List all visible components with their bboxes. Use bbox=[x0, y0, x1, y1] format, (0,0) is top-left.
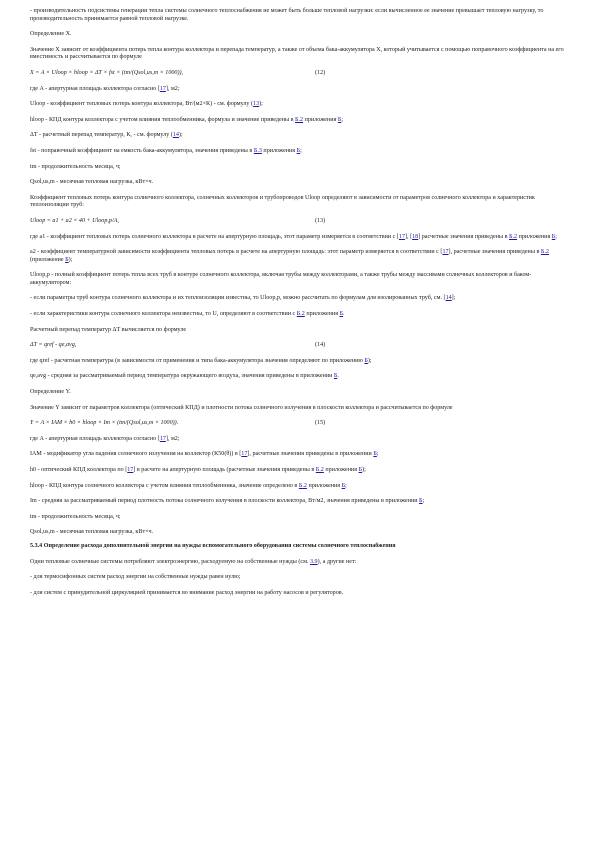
text: ], [ bbox=[405, 233, 413, 240]
paragraph-def-qe-avg bbox=[30, 373, 565, 381]
text: ); bbox=[259, 101, 263, 108]
paragraph-def-Qsol-2: Qsol,us,m - месячная тепловая нагрузка, кВт×ч. bbox=[30, 529, 154, 536]
text: ΔT - расчетный перепад температур, К, - см. формулу ( bbox=[30, 132, 173, 139]
text: приложения bbox=[261, 147, 297, 154]
paragraph-pipes-known bbox=[30, 295, 565, 303]
text: . bbox=[343, 311, 345, 318]
text: ; bbox=[376, 451, 379, 458]
text: приложения bbox=[303, 116, 338, 123]
text: где qref - расчетная температура (в зависимости от применения и типа бака-аккумулятора значения определяют по приложению bbox=[30, 357, 365, 364]
ref-link-3-9[interactable]: 3.9 bbox=[309, 558, 318, 565]
ref-link-17[interactable]: 17 bbox=[442, 249, 449, 256]
paragraph-def-a1 bbox=[30, 234, 565, 242]
formula-14-expression: ΔT = qref - qe,avg, bbox=[30, 342, 77, 349]
paragraph-def-h0 bbox=[30, 467, 565, 475]
text: ); bbox=[362, 467, 366, 473]
text: ]; bbox=[451, 295, 456, 302]
text: приложения bbox=[304, 311, 340, 318]
formula-link-14[interactable]: 14 bbox=[172, 132, 179, 139]
ref-link-b2[interactable]: Б.2 bbox=[296, 311, 305, 318]
paragraph-def-Qsol: Qsol,us,m - месячная тепловая нагрузка, кВт×ч. bbox=[30, 179, 154, 186]
ref-link-appendix-b[interactable]: Б bbox=[337, 116, 342, 123]
text: h0 - оптический КПД коллектора по [ bbox=[30, 467, 128, 473]
ref-link-b2[interactable]: Б.2 bbox=[298, 482, 307, 489]
paragraph-thermosiphon: - для термосифонных систем расход энергии на собственные нужды равен нулю; bbox=[30, 574, 241, 581]
formula-12-expression: X = A × Uloop × hloop × ΔT × fst × (tm/(Qsol,us,m × 1000)), bbox=[30, 69, 184, 76]
text: (приложение bbox=[30, 256, 66, 263]
ref-link-17[interactable]: 17 bbox=[159, 85, 166, 92]
text: ], м2; bbox=[165, 435, 180, 442]
formula-15 bbox=[30, 420, 565, 428]
paragraph-x-description: Значение X зависит от коэффициента потерь тепла контура коллектора и перепада температур, а также от объема бака-аккумулятора X, который учитывается с помощью поправочного коэффициента на его вместимость и рассчитывается по формуле bbox=[30, 46, 564, 61]
paragraph-y-definition-title: Определение Y. bbox=[30, 389, 71, 396]
formula-13-number: (13) bbox=[315, 217, 326, 224]
text: приложения bbox=[517, 233, 552, 240]
text: ], расчетные значения приведены в bbox=[448, 249, 541, 256]
formula-14-number: (14) bbox=[315, 342, 326, 349]
ref-link-b3[interactable]: Б.3 bbox=[253, 147, 262, 154]
ref-link-b2[interactable]: Б.2 bbox=[508, 233, 518, 240]
paragraph-def-hloop bbox=[30, 117, 565, 125]
paragraph-def-deltaT bbox=[30, 132, 565, 140]
text: ); bbox=[178, 132, 183, 139]
text: hloop - КПД контура коллектора с учетом влияния теплообменника, формула и значение приведены в bbox=[30, 116, 296, 123]
text: . bbox=[337, 373, 339, 380]
text: hloop - КПД контура солнечного коллектора с учетом влияния теплообменника, значение определено в bbox=[30, 482, 299, 489]
paragraph-def-qref bbox=[30, 358, 565, 366]
paragraph-def-Uloop bbox=[30, 101, 565, 109]
paragraph-y-description: Значение Y зависит от параметров коллектора (оптический КПД) и плотности потока солнечного излучения в плоскости коллектора и рассчитывается по формуле bbox=[30, 404, 453, 411]
ref-link-17[interactable]: 17 bbox=[127, 467, 134, 473]
text: ; bbox=[300, 147, 302, 154]
paragraph-def-fst bbox=[30, 148, 565, 156]
paragraph-capacity-limit: - производительность подсистемы генерации тепла системы солнечного теплоснабжения не может быть больше тепловой нагрузки: если вычисленное ее значение превышает тепловую нагрузку, то производительность принимается равной тепловой нагрузке. bbox=[30, 8, 544, 22]
ref-link-b2[interactable]: Б.2 bbox=[315, 467, 324, 473]
text: ); bbox=[68, 256, 73, 263]
ref-link-appendix-b[interactable]: Б bbox=[419, 498, 423, 505]
text: ; bbox=[422, 498, 425, 505]
text: ; bbox=[555, 233, 557, 240]
formula-12-number: (12) bbox=[315, 69, 326, 76]
paragraph-def-Im bbox=[30, 498, 565, 506]
ref-link-appendix-b[interactable]: Б bbox=[333, 373, 338, 380]
ref-link-18[interactable]: 18 bbox=[412, 233, 419, 240]
text: ); bbox=[367, 357, 372, 364]
formula-13-expression: Uloop = a1 + a2 × 40 + Uloop,p/A, bbox=[30, 217, 119, 224]
formula-14 bbox=[30, 342, 565, 350]
text: fst - поправочный коэффициент на емкость бака-аккумулятора, значения приведены в bbox=[30, 147, 254, 154]
formula-13 bbox=[30, 218, 565, 226]
paragraph-forced-circulation: - для систем с принудительной циркуляцией принимается во внимание расход энергии на работу насосов и регуляторов. bbox=[30, 589, 344, 596]
formula-link-13[interactable]: 13 bbox=[253, 101, 260, 108]
text: Im - средняя за рассматриваемый период плотность потока солнечного излучения в плоскости коллектора, Вт/м2, значения приведены в приложении bbox=[30, 498, 420, 505]
ref-link-14[interactable]: 14 bbox=[445, 295, 452, 302]
text: Uloop - коэффициент тепловых потерь контура коллектора, Вт/(м2×К) - см. формулу ( bbox=[30, 101, 254, 108]
formula-12 bbox=[30, 70, 565, 78]
text: ; bbox=[345, 482, 347, 489]
text: Одни тепловые солнечные системы потребляют электроэнергию, расходуемую на собственные нужды (см. bbox=[30, 558, 310, 565]
text: - если характеристики контура солнечного коллектора неизвестны, то U, определяют в соответствии с bbox=[30, 311, 297, 318]
ref-link-appendix-b[interactable]: Б bbox=[341, 482, 346, 489]
text: где a1 - коэффициент тепловых потерь солнечного коллектора в расчете на апертурную площадь, этот параметр измеряется в соответствии с [ bbox=[30, 233, 399, 240]
text: ], м2; bbox=[165, 85, 180, 92]
text: ] в расчете на апертурную площадь (расчетные значения приведены в bbox=[133, 467, 316, 473]
text: ; bbox=[341, 116, 344, 123]
paragraph-def-tm-2: tm - продолжительность месяца, ч; bbox=[30, 513, 121, 520]
ref-link-17[interactable]: 17 bbox=[398, 233, 405, 240]
ref-link-appendix-b[interactable]: Б bbox=[551, 233, 556, 240]
paragraph-aux-energy-intro bbox=[30, 559, 565, 567]
text: - если параметры труб контура солнечного коллектора и их теплоизоляции известны, то Uloop,p, можно рассчитать по формулам для изолированных труб, см. [ bbox=[30, 295, 446, 302]
ref-link-b2[interactable]: Б.2 bbox=[295, 116, 304, 123]
text: где A - апертурная площадь коллектора согласно [ bbox=[30, 435, 160, 442]
ref-link-appendix-b[interactable]: Б bbox=[364, 357, 368, 364]
paragraph-def-a2 bbox=[30, 249, 565, 264]
ref-link-b2[interactable]: Б.2 bbox=[540, 249, 549, 256]
ref-link-appendix-b[interactable]: Б bbox=[65, 256, 69, 263]
text: где A - апертурная площадь коллектора согласно [ bbox=[30, 85, 160, 92]
text: приложения bbox=[306, 482, 342, 489]
paragraph-uloop-description: Коэффициент тепловых потерь контура солнечного коллектора, солнечных коллекторов и трубопроводов Uloop определяют в зависимости от параметров солнечного коллектора и характеристик теплоизоляции труб: bbox=[30, 194, 535, 209]
document-page bbox=[30, 8, 565, 605]
paragraph-def-A bbox=[30, 86, 565, 94]
text: qe,avg - средняя за рассматриваемый период температура окружающего воздуха, значения приведены в приложении bbox=[30, 373, 334, 380]
formula-15-number: (15) bbox=[315, 420, 326, 427]
section-heading-5-3-4: 5.3.4 Определение расхода дополнительной энергии на нужды вспомогательного оборудования системы солнечного теплоснабжения bbox=[30, 542, 396, 549]
text: ], расчетные значения приведены в приложении bbox=[247, 451, 374, 458]
paragraph-def-tm: tm - продолжительность месяца, ч; bbox=[30, 163, 121, 170]
ref-link-17[interactable]: 17 bbox=[159, 435, 166, 442]
text: приложения bbox=[323, 467, 359, 473]
ref-link-appendix-b[interactable]: Б bbox=[358, 467, 363, 473]
ref-link-appendix-b[interactable]: Б bbox=[339, 311, 344, 318]
paragraph-def-hloop-2 bbox=[30, 483, 565, 491]
paragraph-def-uloop-p: Uloop,p - полный коэффициент потерь тепла всех труб в контуре солнечного коллектора, включая трубы между коллекторами, а также трубы между массивами солнечных коллекторов и баком-аккумулятором: bbox=[30, 272, 532, 286]
ref-link-appendix-b[interactable]: Б bbox=[373, 451, 377, 458]
paragraph-deltaT-intro: Расчетный перепад температур ΔT вычисляется по формуле bbox=[30, 326, 187, 333]
text: IAM - модификатор угла падения солнечного излучения на коллектор (К50(θ)) в [ bbox=[30, 451, 242, 458]
paragraph-def-A-2 bbox=[30, 436, 565, 444]
text: ), а другие нет: bbox=[317, 558, 357, 565]
paragraph-x-definition-title: Определение X. bbox=[30, 31, 72, 38]
formula-15-expression: Y = A × IAM × h0 × hloop × Im × (tm/(Qsol,us,m × 1000)). bbox=[30, 420, 179, 427]
ref-link-17[interactable]: 17 bbox=[241, 451, 248, 458]
text: ] расчетные значения приведены в bbox=[418, 233, 509, 240]
paragraph-def-IAM bbox=[30, 451, 565, 459]
ref-link-appendix-b[interactable]: Б bbox=[296, 147, 301, 154]
paragraph-pipes-unknown bbox=[30, 311, 565, 319]
text: a2 - коэффициент температурной зависимости коэффициента тепловых потерь в расчете на апертурную площадь: этот параметр измеряется в соответствии с [ bbox=[30, 249, 443, 256]
